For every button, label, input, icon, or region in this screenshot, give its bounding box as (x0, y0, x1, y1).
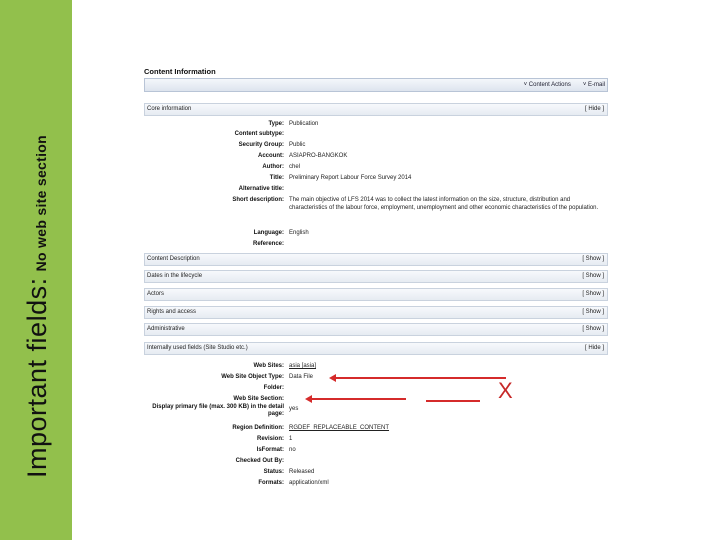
field-label: Security Group: (238, 142, 284, 148)
field-label: Language: (253, 230, 284, 236)
field-value: Data File (289, 374, 314, 380)
slide-title-sub: No web site section (33, 135, 49, 272)
section-toggle[interactable]: [ Show ] (582, 291, 604, 297)
content-info-title: Content Information (144, 67, 216, 76)
field-label: Type: (268, 121, 284, 127)
field-value: The main objective of LFS 2014 was to collect the latest information on the size, structure, distribution and characteristics of the labour force, employment, unemployment and other economic characteristics of the population. (289, 197, 599, 211)
field-label: Folder: (263, 385, 284, 391)
field-value[interactable]: asia [asia] (289, 363, 317, 369)
field-label: Alternative title: (238, 186, 284, 192)
field-value[interactable]: chel (289, 164, 301, 170)
section-label: Administrative (147, 326, 185, 332)
field-value: application/xml (289, 480, 329, 486)
arrow-line-site-section (310, 398, 406, 400)
field-label: Content subtype: (234, 131, 284, 137)
field-label: Display primary file (max. 300 KB) in the detail page: (152, 404, 284, 417)
field-value: 1 (289, 436, 293, 442)
field-value: yes (289, 406, 299, 412)
field-label: Short description: (232, 197, 284, 203)
slide-title (22, 135, 53, 478)
field-label: Web Sites: (253, 363, 284, 369)
field-label: Revision: (256, 436, 284, 442)
field-value[interactable]: RGDEF_REPLACEABLE_CONTENT (289, 425, 390, 431)
content-toolbar (144, 78, 608, 92)
core-info-header (144, 103, 608, 116)
section-actors[interactable] (144, 288, 608, 301)
section-content-description[interactable] (144, 253, 608, 266)
field-label: Web Site Object Type: (221, 374, 284, 380)
content-info-screenshot (144, 66, 608, 486)
arrow-line-site-section-tail (426, 400, 480, 402)
section-label: Content Description (147, 256, 200, 262)
field-label: Web Site Section: (233, 396, 284, 402)
field-value: Publication (289, 121, 319, 127)
field-value: Preliminary Report Labour Force Survey 2014 (289, 175, 412, 181)
section-toggle[interactable]: [ Show ] (582, 273, 604, 279)
field-label: IsFormat: (256, 447, 284, 453)
section-label: Actors (147, 291, 165, 297)
internal-fields-toggle[interactable]: [ Hide ] (584, 345, 604, 351)
section-label: Rights and access (147, 309, 197, 315)
internal-fields-label: Internally used fields (Site Studio etc.) (147, 345, 248, 351)
field-label: Formats: (258, 480, 284, 486)
core-info-label: Core information (147, 106, 192, 112)
section-administrative[interactable] (144, 323, 608, 336)
section-toggle[interactable]: [ Show ] (582, 326, 604, 332)
field-label: Reference: (252, 241, 284, 247)
slide-title-main: Important fields: (22, 277, 52, 478)
field-label: Account: (258, 153, 284, 159)
internal-row (144, 404, 608, 420)
core-info-toggle[interactable]: [ Hide ] (584, 106, 604, 112)
field-label: Title: (269, 175, 284, 181)
arrow-line-object-type (334, 377, 506, 379)
field-label: Checked Out By: (235, 458, 284, 464)
content-actions-menu[interactable]: ˅ Content Actions (523, 82, 571, 88)
field-label: Region Definition: (232, 425, 284, 431)
section-dates-lifecycle[interactable] (144, 270, 608, 283)
missing-field-x-mark: X (498, 378, 513, 403)
field-label: Author: (262, 164, 284, 170)
section-toggle[interactable]: [ Show ] (582, 256, 604, 262)
field-label: Status: (263, 469, 284, 475)
internal-fields-header (144, 342, 608, 355)
field-value: Released (289, 469, 315, 475)
section-toggle[interactable]: [ Show ] (582, 309, 604, 315)
field-value: English (289, 230, 309, 236)
email-menu[interactable]: ˅ E-mail (582, 82, 605, 88)
field-value: no (289, 447, 296, 453)
field-value: Public (289, 142, 306, 148)
field-value: ASIAPRO-BANGKOK (289, 153, 348, 159)
section-label: Dates in the lifecycle (147, 273, 203, 279)
section-rights-access[interactable] (144, 306, 608, 319)
